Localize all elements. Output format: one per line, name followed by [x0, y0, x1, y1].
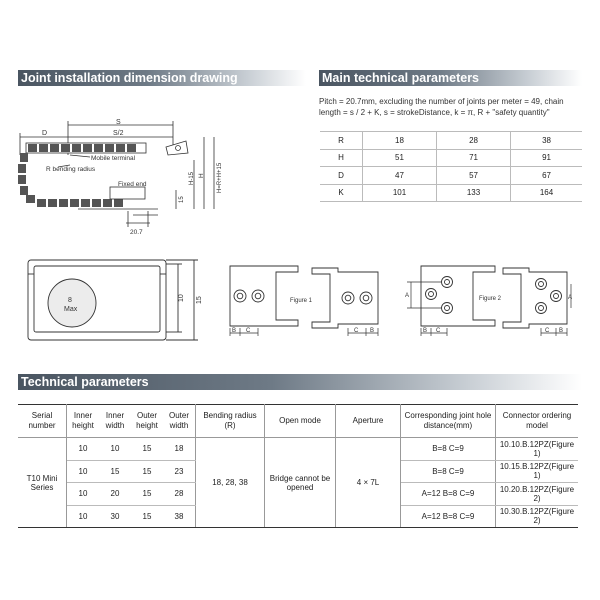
dim-d: D	[42, 130, 48, 137]
figure-1-b2: B	[370, 328, 375, 334]
param-row	[320, 132, 582, 150]
param-label: R	[320, 132, 363, 150]
series-name: T10 Mini Series	[18, 438, 67, 528]
header-serial: Serial number	[18, 405, 67, 438]
inner-height-cell: 10	[67, 483, 100, 506]
outer-width-cell: 38	[163, 505, 196, 528]
figure-2-c2: C	[545, 328, 550, 334]
joint-installation-drawing	[18, 115, 233, 245]
hole-distance-cell: A=12 B=8 C=9	[401, 483, 496, 506]
param-label: D	[320, 167, 363, 185]
main-params-table	[320, 131, 582, 202]
bending-radius-cell: 18, 28, 38	[196, 438, 265, 528]
outer-width-cell: 23	[163, 460, 196, 483]
outer-height-cell: 15	[131, 460, 163, 483]
dim-15-outer: 15	[196, 296, 203, 304]
connector-model-cell: 10.30.B.12PZ(Figure 2)	[496, 505, 579, 528]
outer-height-cell: 15	[131, 483, 163, 506]
dim-s: S	[116, 119, 121, 126]
figure-1-c2: C	[354, 328, 359, 334]
dim-hr: H=R+H+15	[217, 162, 223, 193]
main-params-section-title: Main technical parameters	[319, 70, 582, 86]
header-inner-width: Inner width	[99, 405, 131, 438]
inner-width-cell: 15	[99, 460, 131, 483]
param-value: 57	[437, 167, 511, 185]
connector-model-cell: 10.15.B.12PZ(Figure 1)	[496, 460, 579, 483]
dim-pitch: 20.7	[130, 229, 143, 236]
inner-width-cell: 10	[99, 438, 131, 461]
dim-10: 10	[178, 294, 185, 302]
header-bending-radius: Bending radius (R)	[196, 405, 265, 438]
header-hole-distance: Corresponding joint hole distance(mm)	[401, 405, 496, 438]
aperture-cell: 4 × 7L	[336, 438, 401, 528]
dim-s2: S/2	[113, 130, 124, 137]
param-value: 91	[511, 149, 582, 167]
hole-distance-cell: B=8 C=9	[401, 460, 496, 483]
figure-1-c: C	[246, 328, 251, 334]
dim-15: 15	[179, 196, 185, 203]
hole-distance-cell: A=12 B=8 C=9	[401, 505, 496, 528]
header-open-mode: Open mode	[265, 405, 336, 438]
param-row	[320, 149, 582, 167]
figure-1-drawing	[228, 262, 388, 342]
figure-1-label: Figure 1	[290, 298, 313, 304]
param-value: 164	[511, 184, 582, 202]
param-value: 18	[363, 132, 437, 150]
connector-model-cell: 10.20.B.12PZ(Figure 2)	[496, 483, 579, 506]
tech-params-section-title: Technical parameters	[18, 374, 582, 390]
figure-2-c: C	[436, 328, 441, 334]
figure-2-label: Figure 2	[479, 296, 502, 302]
figure-2-b2: B	[559, 328, 564, 334]
param-value: 67	[511, 167, 582, 185]
param-label: H	[320, 149, 363, 167]
param-label: K	[320, 184, 363, 202]
header-aperture: Aperture	[336, 405, 401, 438]
table-row	[18, 438, 578, 461]
param-value: 71	[437, 149, 511, 167]
inner-width-cell: 30	[99, 505, 131, 528]
figure-2-a: A	[405, 293, 410, 299]
aperture-size: 8	[68, 297, 72, 304]
inner-height-cell: 10	[67, 505, 100, 528]
hole-distance-cell: B=8 C=9	[401, 438, 496, 461]
mobile-terminal-label: Mobile terminal	[91, 155, 136, 162]
inner-width-cell: 20	[99, 483, 131, 506]
param-row	[320, 184, 582, 202]
dim-h15: H-15	[189, 171, 195, 185]
param-value: 47	[363, 167, 437, 185]
outer-width-cell: 18	[163, 438, 196, 461]
param-value: 133	[437, 184, 511, 202]
param-value: 51	[363, 149, 437, 167]
dim-h: H	[198, 173, 205, 178]
figure-2-drawing	[405, 262, 575, 342]
header-outer-height: Outer height	[131, 405, 163, 438]
header-inner-height: Inner height	[67, 405, 100, 438]
header-outer-width: Outer width	[163, 405, 196, 438]
aperture-max: Max	[64, 306, 78, 313]
r-bending-radius-label: R bending radius	[46, 166, 96, 173]
param-value: 28	[437, 132, 511, 150]
open-mode-cell: Bridge cannot be opened	[265, 438, 336, 528]
param-row	[320, 167, 582, 185]
fixed-end-label: Fixed end	[118, 181, 147, 188]
inner-height-cell: 10	[67, 438, 100, 461]
connector-model-cell: 10.10.B.12PZ(Figure 1)	[496, 438, 579, 461]
param-value: 101	[363, 184, 437, 202]
chain-length-formula: Pitch = 20.7mm, excluding the number of joints per meter = 49, chain length = s / 2 + K, s = strokeDistance, k = π, R + "safety quantity"	[319, 97, 564, 117]
figure-2-a2: A	[568, 295, 573, 301]
figure-1-b: B	[232, 328, 237, 334]
cross-section-drawing	[22, 254, 202, 344]
outer-height-cell: 15	[131, 505, 163, 528]
param-value: 38	[511, 132, 582, 150]
inner-height-cell: 10	[67, 460, 100, 483]
outer-height-cell: 15	[131, 438, 163, 461]
header-connector-model: Connector ordering model	[496, 405, 579, 438]
technical-params-table	[18, 404, 578, 528]
figure-2-b: B	[423, 328, 428, 334]
joint-section-title: Joint installation dimension drawing	[18, 70, 306, 86]
outer-width-cell: 28	[163, 483, 196, 506]
